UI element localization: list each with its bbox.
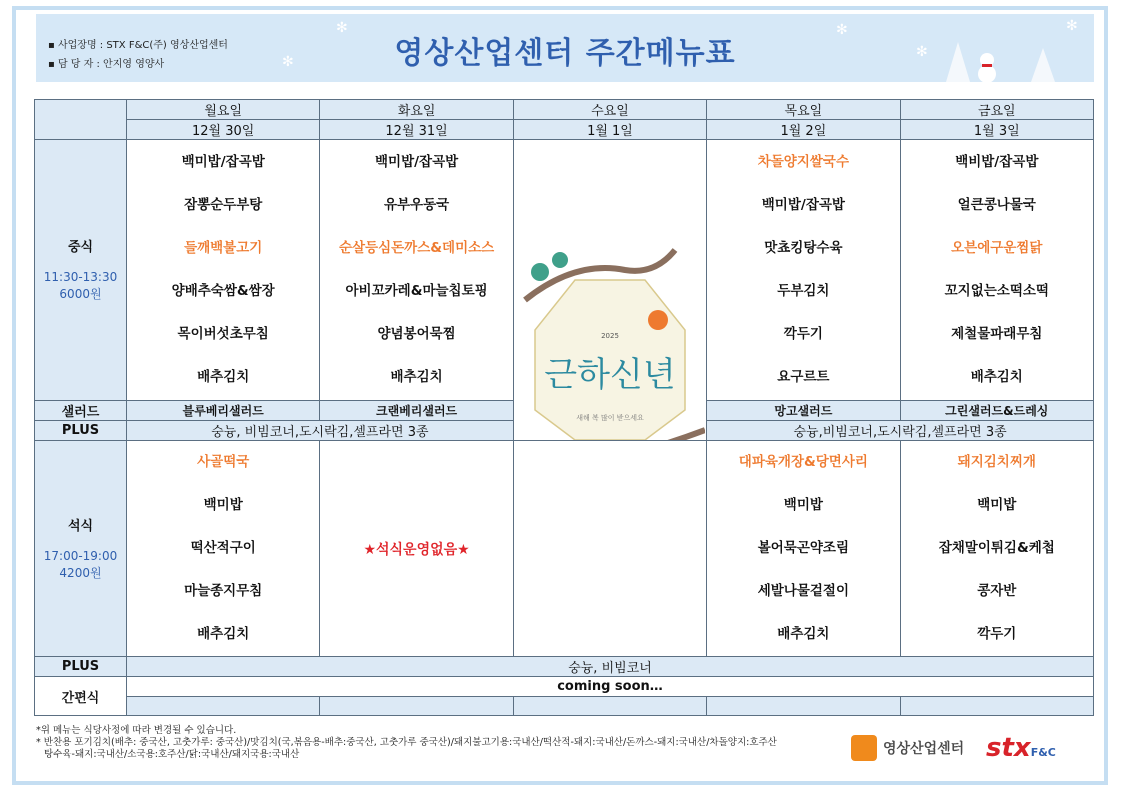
menu-item: 깍두기 bbox=[977, 626, 1017, 642]
manager-name: ▪ 담 당 자 : 안지영 영양사 bbox=[48, 55, 228, 74]
lunch-tue bbox=[320, 140, 513, 401]
plus-dinner-text: 숭늉, 비빔코너 bbox=[127, 657, 1094, 677]
menu-item: 요구르트 bbox=[777, 368, 830, 385]
menu-item: 오븐에구운찜닭 bbox=[951, 239, 1043, 256]
plus-dinner-label: PLUS bbox=[35, 657, 127, 677]
menu-item: 사골떡국 bbox=[197, 454, 250, 470]
page-title: 영상산업센터 주간메뉴표 bbox=[394, 36, 736, 71]
menu-item: 양념봉어묵찜 bbox=[377, 325, 456, 342]
lunch-time: 11:30-13:30 6000원 bbox=[43, 270, 118, 302]
center-logo-text: 영상산업센터 bbox=[883, 741, 965, 757]
menu-item: 마늘종지무침 bbox=[184, 583, 263, 599]
menu-item: 잠뽕순두부탕 bbox=[184, 196, 263, 213]
menu-item: 콩자반 bbox=[977, 583, 1017, 599]
menu-item: 백미밥 bbox=[203, 497, 243, 513]
menu-item: 순살등심돈까스&데미소스 bbox=[338, 239, 495, 256]
lunch-label-cell bbox=[35, 140, 127, 401]
menu-item: 볼어묵곤약조림 bbox=[757, 540, 850, 556]
menu-item: 목이버섯초무침 bbox=[177, 325, 269, 342]
menu-item: 배추김치 bbox=[390, 368, 443, 385]
snack-text: coming soon… bbox=[127, 677, 1094, 697]
dinner-thu bbox=[707, 441, 900, 657]
date-tue: 12월 31일 bbox=[320, 120, 513, 140]
menu-item: 깍두기 bbox=[783, 325, 823, 342]
snack-thu bbox=[707, 697, 900, 716]
menu-item: 떡산적구이 bbox=[190, 540, 256, 556]
svg-text:새해 복 많이 받으세요: 새해 복 많이 받으세요 bbox=[576, 414, 644, 422]
new-year-card-illustration bbox=[515, 140, 705, 440]
plus-lunch-thufri: 숭늉,비빔코너,도시락김,셀프라면 3종 bbox=[707, 420, 1094, 440]
menu-item: 돼지김치찌개 bbox=[957, 454, 1036, 470]
date-fri: 1월 3일 bbox=[900, 120, 1093, 140]
dinner-label-cell bbox=[35, 441, 127, 657]
day-wed: 수요일 bbox=[513, 100, 706, 120]
business-name: ▪ 사업장명 : STX F&C(주) 영상산업센터 bbox=[48, 36, 228, 55]
snowman-icon bbox=[976, 50, 998, 82]
salad-mon: 블루베리샐러드 bbox=[127, 400, 320, 420]
menu-item: 들깨백불고기 bbox=[184, 239, 263, 256]
dinner-tue bbox=[320, 441, 513, 657]
menu-item: 유부우동국 bbox=[383, 196, 450, 213]
svg-text:근하신년: 근하신년 bbox=[544, 355, 676, 395]
menu-item: 세발나물겉절이 bbox=[757, 583, 850, 599]
menu-item: 꼬지없는소떡소떡 bbox=[944, 282, 1049, 299]
stx-logo: stxF&C bbox=[986, 733, 1056, 763]
lunch-label: 중식 bbox=[67, 240, 94, 256]
snack-label: 간편식 bbox=[35, 677, 127, 716]
menu-item: 백미밥/잡곡밥 bbox=[761, 196, 845, 213]
snack-wed bbox=[513, 697, 706, 716]
salad-tue: 크랜베리샐러드 bbox=[320, 400, 513, 420]
day-fri: 금요일 bbox=[900, 100, 1093, 120]
menu-item: 배추김치 bbox=[197, 626, 250, 642]
menu-item: 양배추숙쌈&쌈장 bbox=[171, 282, 275, 299]
no-dinner-notice: ★석식운영없음★ bbox=[363, 541, 470, 558]
center-logo-mark bbox=[851, 735, 877, 761]
footer-note: * 반찬용 포기김치(배추: 중국산, 고춧가루: 중국산)/맛김치(국,볶음용-배추:중국산, 고춧가루 중국산)/돼지불고기용:국내산/떡산적-돼지:국내산/돈까스-돼지:국내산/차돌양지:호주산 bbox=[36, 737, 777, 748]
weekly-menu-table bbox=[34, 99, 1094, 716]
plus-lunch-montue: 숭늉, 비빔코너,도시락김,셀프라면 3종 bbox=[127, 420, 514, 440]
footer-note: *위 메뉴는 식당사정에 따라 변경될 수 있습니다. bbox=[36, 725, 237, 736]
footer-note: 탕수육-돼지:국내산/소국용:호주산/닭:국내산/돼지국용:국내산 bbox=[44, 749, 300, 760]
menu-item: 맛쵸킹탕수육 bbox=[764, 239, 843, 256]
menu-item: 얼큰콩나물국 bbox=[957, 196, 1036, 213]
date-mon: 12월 30일 bbox=[127, 120, 320, 140]
dinner-mon bbox=[127, 441, 320, 657]
holiday-banner bbox=[513, 140, 706, 441]
menu-item: 두부김치 bbox=[777, 282, 830, 299]
salad-thu: 망고샐러드 bbox=[707, 400, 900, 420]
lunch-mon bbox=[127, 140, 320, 401]
snowflake-icon: ✻ bbox=[916, 44, 928, 60]
date-thu: 1월 2일 bbox=[707, 120, 900, 140]
menu-item: 백미밥/잡곡밥 bbox=[374, 153, 459, 170]
svg-text:2025: 2025 bbox=[601, 332, 619, 340]
salad-label: 샐러드 bbox=[35, 400, 127, 420]
menu-item: 백미밥 bbox=[977, 497, 1017, 513]
snowflake-icon: ✻ bbox=[836, 22, 848, 38]
snack-mon bbox=[127, 697, 320, 716]
snowflake-icon: ✻ bbox=[1066, 18, 1078, 34]
menu-item: 백미밥 bbox=[783, 497, 823, 513]
center-logo bbox=[851, 735, 964, 761]
snack-tue bbox=[320, 697, 513, 716]
lunch-thu bbox=[707, 140, 900, 401]
dinner-time: 17:00-19:00 4200원 bbox=[43, 549, 118, 580]
menu-header bbox=[36, 14, 1094, 82]
menu-item: 아비꼬카레&마늘칩토핑 bbox=[345, 282, 488, 299]
menu-item: 배추김치 bbox=[197, 368, 250, 385]
menu-item: 대파육개장&당면사리 bbox=[738, 454, 868, 470]
day-tue: 화요일 bbox=[320, 100, 513, 120]
snack-fri bbox=[900, 697, 1093, 716]
snow-tree-icon bbox=[946, 42, 970, 82]
footer-notes bbox=[36, 725, 836, 761]
dinner-label: 석식 bbox=[67, 519, 94, 534]
menu-item: 배추김치 bbox=[970, 368, 1023, 385]
snowflake-icon: ✻ bbox=[336, 20, 348, 36]
menu-item: 배추김치 bbox=[777, 626, 830, 642]
plus-lunch-label: PLUS bbox=[35, 420, 127, 440]
dinner-wed bbox=[513, 441, 706, 657]
menu-item: 잡채말이튀김&케첩 bbox=[938, 540, 1055, 556]
menu-item: 백미밥/잡곡밥 bbox=[181, 153, 265, 170]
menu-item: 제철물파래무침 bbox=[951, 325, 1043, 342]
salad-fri: 그린샐러드&드레싱 bbox=[900, 400, 1093, 420]
lunch-fri bbox=[900, 140, 1093, 401]
day-mon: 월요일 bbox=[127, 100, 320, 120]
menu-item: 차돌양지쌀국수 bbox=[757, 153, 850, 170]
corner-cell bbox=[35, 100, 127, 140]
snowflake-icon: ✻ bbox=[282, 54, 294, 70]
date-wed: 1월 1일 bbox=[513, 120, 706, 140]
day-thu: 목요일 bbox=[707, 100, 900, 120]
snow-tree-icon bbox=[1031, 48, 1055, 82]
dinner-fri bbox=[900, 441, 1093, 657]
menu-item: 백비밥/잡곡밥 bbox=[955, 153, 1039, 170]
